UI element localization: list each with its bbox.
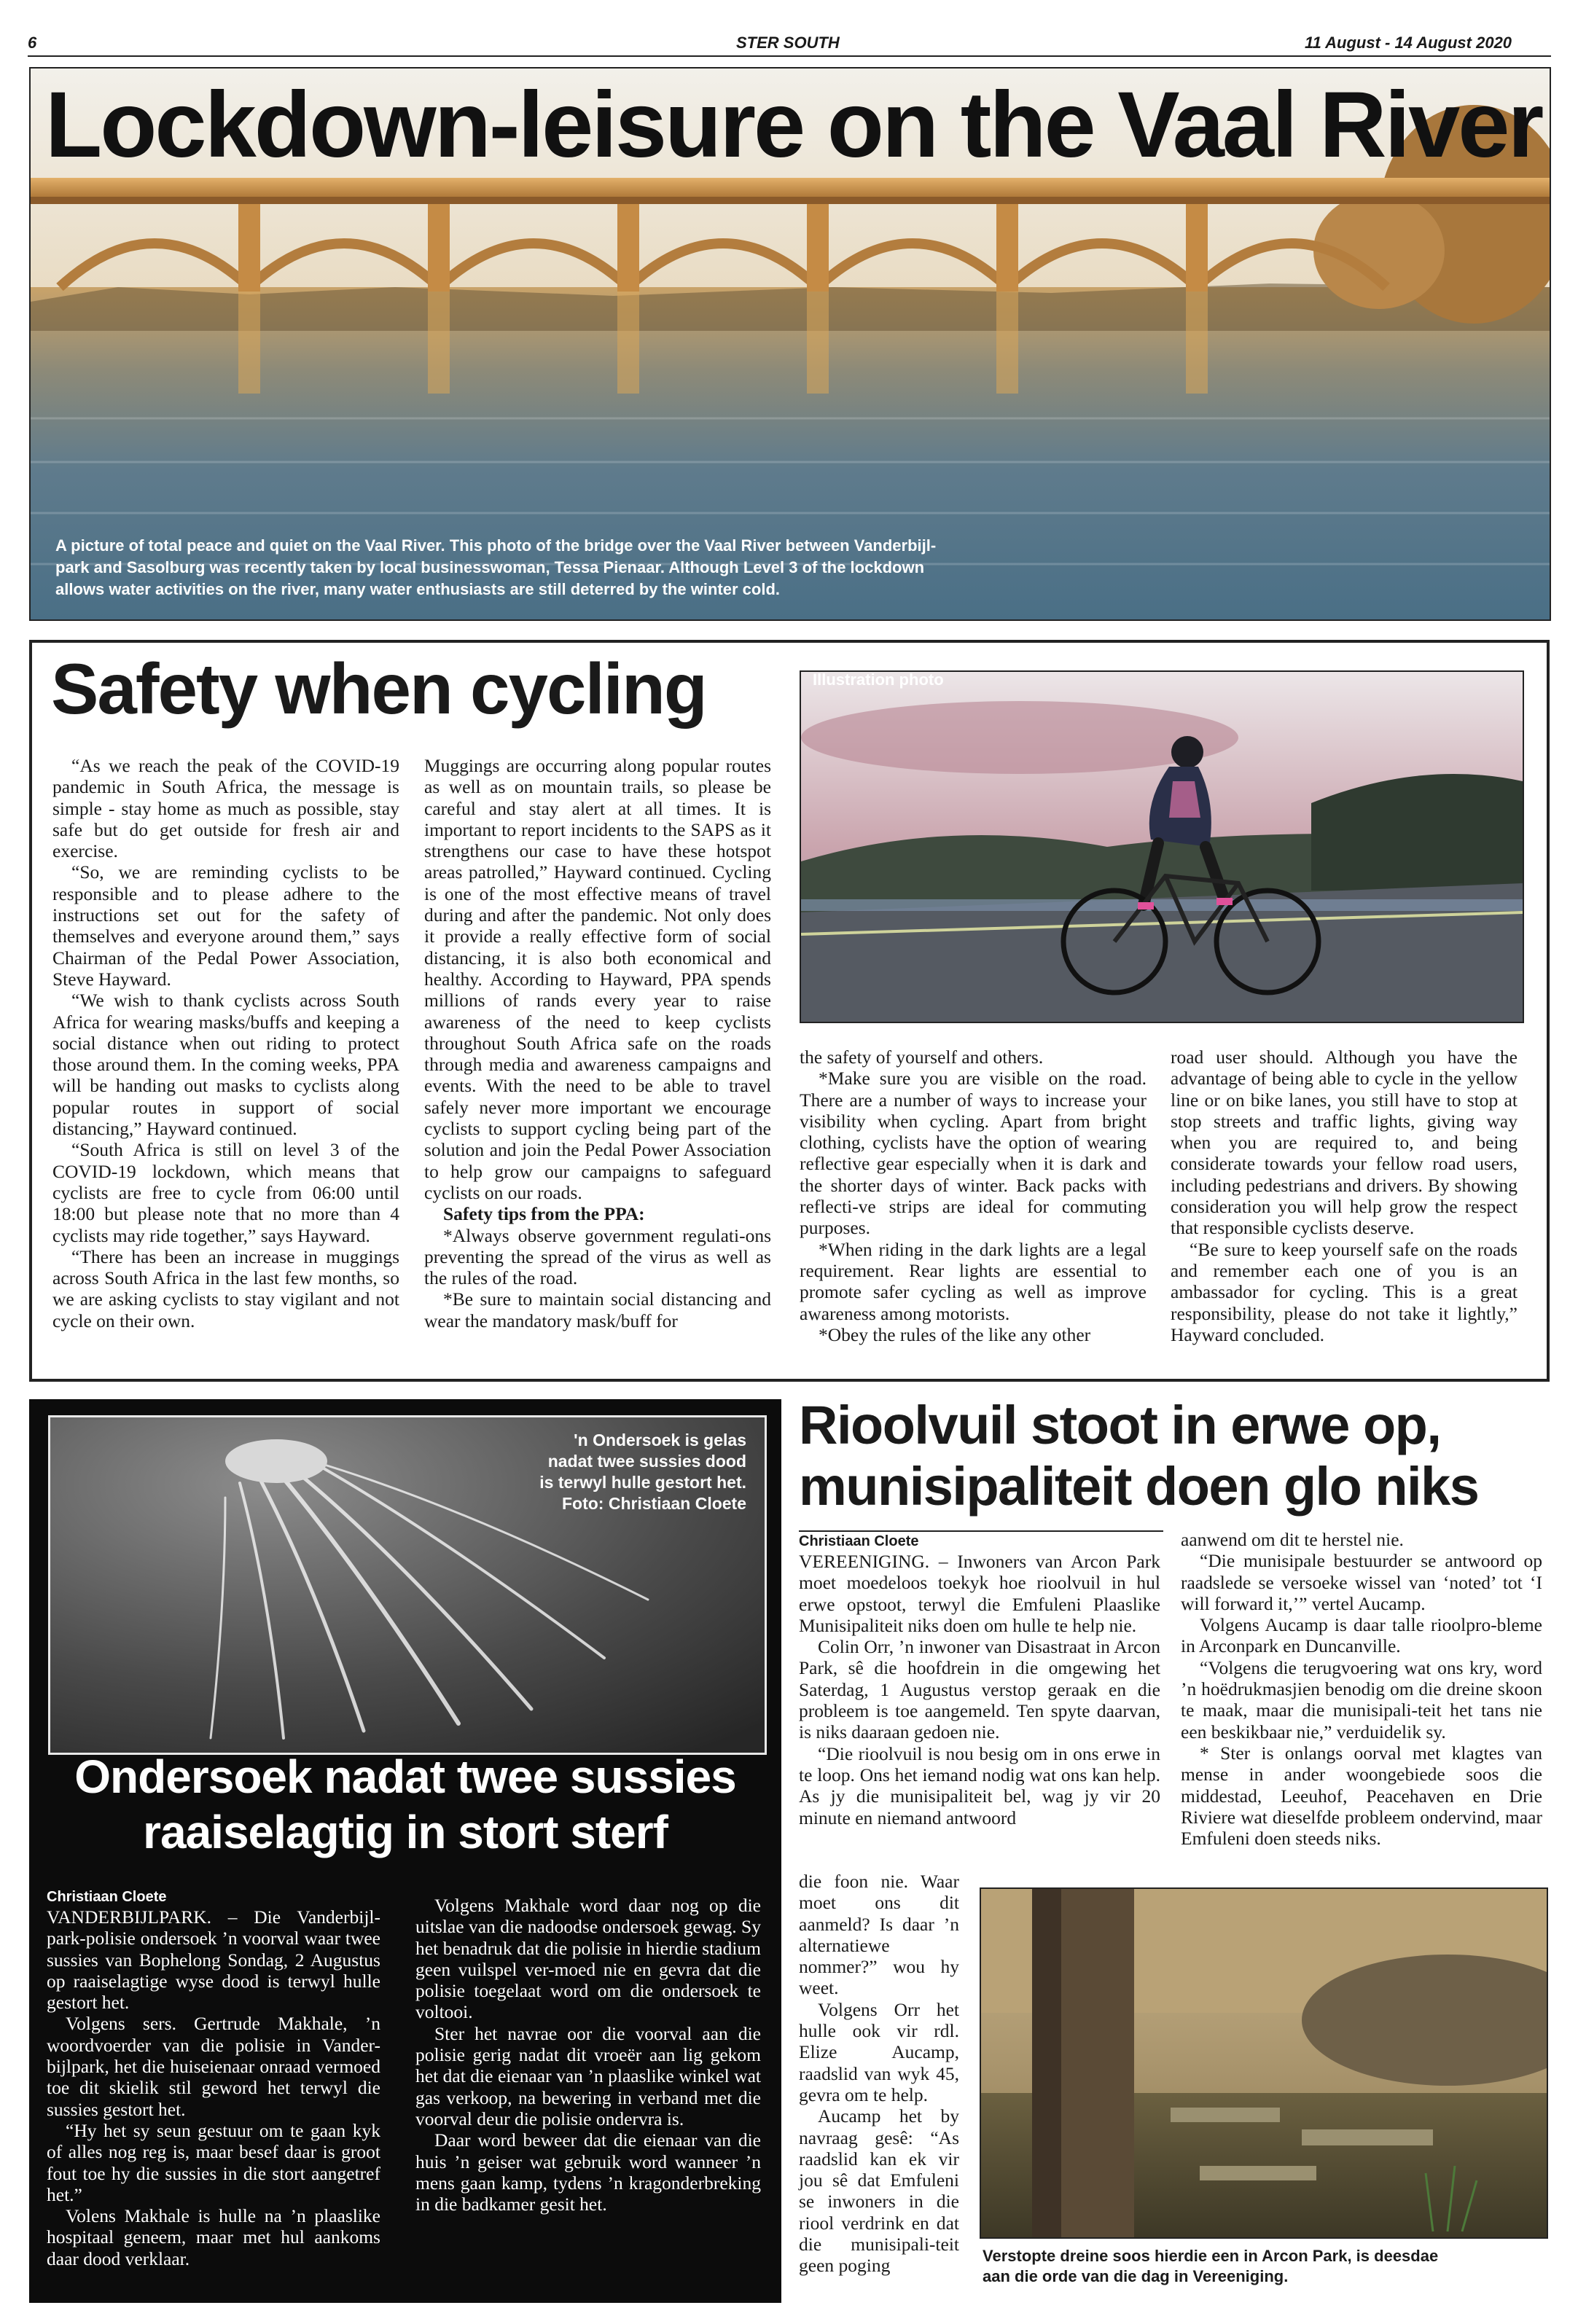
sisters-paragraph: VANDERBIJLPARK. – Die Vanderbijl-park-polisie ondersoek ’n voorval waar twee sussies van Bophelong Sondag, 2 Augustus op raaiselagtige wyse dood is terwyl hulle gestort het. xyxy=(47,1906,380,2014)
sewage-paragraph: Colin Orr, ’n inwoner van Disastraat in Arcon Park, sê die hoofdrein in die omgewing het Saterdag, 1 Augustus verstop geraak en die probleem is toe aangemeld. Ten spyte daarvan, is niks daaraan gedoen nie. xyxy=(799,1636,1160,1743)
sewage-paragraph: Aucamp het by navraag gesê: “As raadslid kan ek vir jou sê dat Emfuleni se inwoners in die riool verdrink en dat die munisipali-teit geen poging xyxy=(799,2105,959,2277)
sewage-paragraph: aanwend om dit te herstel nie. xyxy=(1181,1529,1404,1550)
sewage-column-1 xyxy=(799,1551,1160,1828)
shower-photo-caption xyxy=(466,1430,746,1514)
shower-caption-line: nadat twee sussies dood xyxy=(547,1452,746,1471)
cycling-paragraph: Muggings are occurring along popular routes as well as on mountain trails, so please be careful and stay alert at all times. It is important to report incidents to the SAPS as it strengthens our case to have these hotspot areas patrolled,” Hayward continued. Cycling is one of the most effective means of travel during and after the pandemic. Not only does it provide a really effective form of social distancing, it is also both economical and healthy. According to Hayward, PPA spends millions of rands every year to raise awareness of the need to keep cyclists throughout South Africa safe on the roads through media and awareness campaigns and events. With the need to be able to travel safely never more important we encourage cyclists to support cycling being part of the solution and join the Pedal Power Association to help grow our campaigns to safeguard cyclists on our roads. xyxy=(424,755,771,1203)
cycling-paragraph: the safety of yourself and others. xyxy=(800,1046,1044,1068)
cycling-paragraph: “There has been an increase in muggings across South Africa in the last few months, so we are asking cyclists to stay vigilant and not cycle on their own. xyxy=(52,1245,399,1331)
sisters-column-1 xyxy=(47,1906,380,2269)
sisters-byline: Christiaan Cloete xyxy=(47,1889,167,1905)
shower-caption-line: is terwyl hulle gestort het. xyxy=(539,1473,746,1492)
publication-name: STER SOUTH xyxy=(736,34,840,52)
cyclist-image xyxy=(801,672,1523,1022)
cycling-column-2 xyxy=(424,755,771,1331)
sisters-paragraph: “Hy het sy seun gestuur om te gaan kyk of alles nog reg is, maar besef daar is groot fout toe hy die sussies in die stort aangetref het.” xyxy=(47,2119,380,2205)
cycling-paragraph: *When riding in the dark lights are a legal requirement. Rear lights are essential to promote safer cycling as well as improve awareness among motorists. xyxy=(800,1238,1147,1324)
cycling-headline: Safety when cycling xyxy=(51,649,706,729)
cycling-photo xyxy=(800,670,1524,1023)
safety-tips-heading: Safety tips from the PPA: xyxy=(443,1203,645,1225)
drain-photo xyxy=(980,1887,1548,2239)
vaal-caption-line: park and Sasolburg was recently taken by local businesswoman, Tessa Pienaar. Although Level 3 of the lockdown xyxy=(55,558,925,576)
sisters-paragraph: Volgens Makhale word daar nog op die uitslae van die nadoodse ondersoek gewag. Sy het benadruk dat die polisie in hierdie stadium geen vuilspel ver-moed nie en gevra dat die polisie toegelaat word om die ondersoek te voltooi. xyxy=(415,1895,761,2023)
vaal-caption-line: A picture of total peace and quiet on the Vaal River. This photo of the bridge over the Vaal River between Vanderbijl- xyxy=(55,536,937,555)
cycling-paragraph: “As we reach the peak of the COVID-19 pandemic in South Africa, the message is simple - stay home as much as possible, stay safe but do get outside for fresh air and exercise. xyxy=(52,755,399,862)
drain-caption-line: aan die orde van die dag in Vereeniging. xyxy=(983,2267,1289,2285)
sisters-headline-line: Ondersoek nadat twee sussies xyxy=(74,1750,736,1803)
shower-caption-line: Foto: Christiaan Cloete xyxy=(561,1494,746,1513)
shower-caption-line: 'n Ondersoek is gelas xyxy=(574,1431,746,1449)
sewage-headline-line: Rioolvuil stoot in erwe op, xyxy=(799,1395,1441,1455)
cycling-paragraph: *Always observe government regulati-ons preventing the spread of the virus as well as the rules of the road. xyxy=(424,1224,771,1289)
cycling-paragraph: “South Africa is still on level 3 of the COVID-19 lockdown, which means that cyclists are free to cycle from 06:00 until 18:00 but please note that no more than 4 cyclists may ride together,” says Hayward. xyxy=(52,1139,399,1246)
sewage-paragraph: “Volgens die terugvoering wat ons kry, word ’n hoëdrukmasjien benodig om die dreine skoon te maak, maar die munisipali-teit het tans nie een beskikbaar nie,” verduidelik sy. xyxy=(1181,1656,1542,1742)
sewage-column-2 xyxy=(1181,1529,1542,1849)
cycling-paragraph: “Be sure to keep yourself safe on the roads and remember each one of you is an ambassador for cycling. This is a great responsibility, please do not take it lightly,” Hayward concluded. xyxy=(1171,1238,1518,1345)
drain-photo-caption xyxy=(983,2246,1438,2287)
cycling-paragraph: *Be sure to maintain social distancing and wear the mandatory mask/buff for xyxy=(424,1288,771,1331)
sewage-paragraph: “Die rioolvuil is nou besig om in ons erwe in te loop. Ons het iemand nodig wat ons kan help. As jy die munisipaliteit bel, wag jy vir 20 minute en niemand antwoord xyxy=(799,1742,1160,1828)
sisters-paragraph: Volens Makhale is hulle na ’n plaaslike hospitaal geneem, maar met hul aankoms daar dood verklaar. xyxy=(47,2205,380,2269)
sisters-headline xyxy=(36,1749,774,1860)
sewage-paragraph: Volgens Aucamp is daar talle rioolpro-bleme in Arconpark en Duncanville. xyxy=(1181,1614,1542,1657)
sewage-paragraph: * Ster is onlangs oorval met klagtes van mense in ander woongebiede soos die middestad, Leeuhof, Peacehaven en Drie Riviere wat dieselfde probleem ondervind, maar Emfuleni doen steeds niks. xyxy=(1181,1742,1542,1850)
drain-caption-line: Verstopte dreine soos hierdie een in Arcon Park, is deesdae xyxy=(983,2247,1439,2265)
sewage-paragraph: die foon nie. Waar moet ons dit aanmeld? Is daar ’n alternatiewe nommer?” wou hy weet. xyxy=(799,1871,959,1999)
cycling-column-4 xyxy=(1171,1046,1518,1345)
vaal-headline: Lockdown-leisure on the Vaal River xyxy=(45,73,1542,177)
cycling-column-3 xyxy=(800,1046,1147,1345)
vaal-caption-line: allows water activities on the river, many water enthusiasts are still deterred by the winter cold. xyxy=(55,580,781,598)
sewage-headline xyxy=(799,1395,1478,1517)
sewage-byline: Christiaan Cloete xyxy=(799,1533,919,1549)
cycling-paragraph: *Make sure you are visible on the road. There are a number of ways to increase your visibility when cycling. Apart from bright clothing, cyclists have the option of wearing reflective gear especially when it is dark and the shorter days of winter. Back packs with reflecti-ve strips are ideal for commuting purposes. xyxy=(800,1068,1147,1239)
illustration-photo-label: Illustration photo xyxy=(813,670,944,689)
blocked-drain-image xyxy=(981,1889,1547,2237)
page-number: 6 xyxy=(28,34,37,52)
sisters-headline-line: raaiselagtig in stort sterf xyxy=(143,1806,668,1858)
cycling-paragraph: *Obey the rules of the like any other xyxy=(819,1323,1091,1345)
sewage-byline-rule xyxy=(799,1530,1163,1532)
sewage-paragraph: VEREENIGING. – Inwoners van Arcon Park moet moedeloos toekyk hoe rioolvuil in hul erwe opstoot, terwyl die Emfuleni Plaaslike Munisipaliteit niks doen om hulle te help nie. xyxy=(799,1551,1160,1636)
cycling-paragraph: “So, we are reminding cyclists to be responsible and to please adhere to the instructions set out for the safety of themselves and everyone around them,” says Chairman of the Pedal Power Association, Steve Hayward. xyxy=(52,861,399,990)
vaal-caption xyxy=(55,535,936,600)
sisters-paragraph: Ster het navrae oor die voorval aan die polisie gerig nadat dit vroeër aan lig gekom het dat die eienaar van ’n plaaslike winkel wat gas verkoop, na bewering in verband met die voorval deur die polisie ondervra is. xyxy=(415,2022,761,2129)
issue-date: 11 August - 14 August 2020 xyxy=(1305,34,1512,52)
sewage-paragraph: “Die munisipale bestuurder se antwoord op raadslede se versoeke wissel van ‘noted’ tot ‘I will forward it,’” vertel Aucamp. xyxy=(1181,1550,1542,1614)
sewage-paragraph: Volgens Orr het hulle ook vir rdl. Elize Aucamp, raadslid van wyk 45, gevra om te help. xyxy=(799,1998,959,2105)
sewage-headline-line: munisipaliteit doen glo niks xyxy=(799,1456,1479,1517)
sewage-column-1-narrow xyxy=(799,1871,959,2277)
sisters-paragraph: Daar word beweer dat die eienaar van die huis ’n geiser wat gebruik word wanneer ’n mens gaan kamp, tydens ’n kragonderbreking in die badkamer gesit het. xyxy=(415,2129,761,2215)
cycling-column-1 xyxy=(52,755,399,1331)
cycling-paragraph: “We wish to thank cyclists across South Africa for wearing masks/buffs and keeping a social distance when out riding to protect those around them. In the coming weeks, PPA will be handing out masks to cyclists along popular routes in support of social distancing,” Hayward continued. xyxy=(52,990,399,1140)
sisters-column-2 xyxy=(415,1895,761,2215)
header-rule xyxy=(28,55,1551,57)
sisters-paragraph: Volgens sers. Gertrude Makhale, ’n woordvoerder van die polisie in Vander-bijlpark, het die huiseienaar onraad vermoed toe dit skielik stil geword het terwyl die sussies gestort het. xyxy=(47,2013,380,2120)
cycling-paragraph: road user should. Although you have the advantage of being able to cycle in the yellow line or on bike lanes, you still have to stop at stop streets and traffic lights, giving way when you are required to, and being considerate towards your fellow road users, including pedestrians and drivers. By showing consideration you will help grow the respect that responsible cyclists deserve. xyxy=(1171,1046,1518,1239)
